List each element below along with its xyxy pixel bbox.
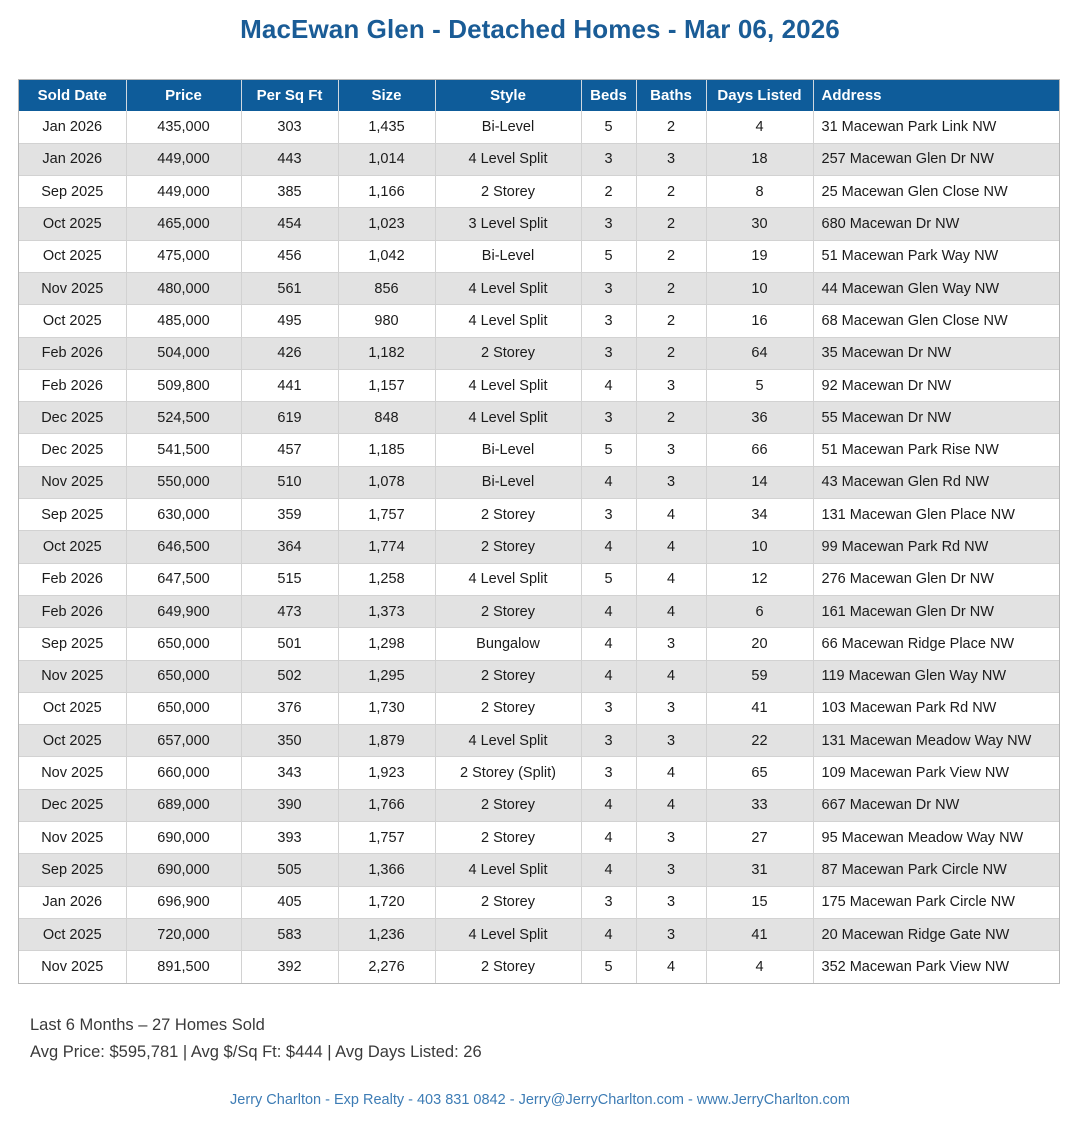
- cell-size: 1,720: [338, 886, 435, 918]
- table-row[interactable]: [19, 337, 1059, 369]
- cell-days-listed: 18: [706, 143, 813, 175]
- column-header-per-sq-ft[interactable]: Per Sq Ft: [241, 80, 338, 111]
- cell-size: 1,166: [338, 176, 435, 208]
- footer-contact: Jerry Charlton - Exp Realty - 403 831 0842 - Jerry@JerryCharlton.com - www.JerryCharlton.com: [230, 1092, 850, 1108]
- cell-address: 51 Macewan Park Rise NW: [813, 434, 1059, 466]
- cell-price: 660,000: [126, 757, 241, 789]
- table-row[interactable]: [19, 143, 1059, 175]
- cell-per-sq-ft: 443: [241, 143, 338, 175]
- table-row[interactable]: [19, 854, 1059, 886]
- cell-days-listed: 10: [706, 272, 813, 304]
- table-body: [19, 111, 1059, 983]
- cell-baths: 3: [636, 466, 706, 498]
- cell-baths: 4: [636, 951, 706, 983]
- cell-sold-date: Nov 2025: [19, 951, 126, 983]
- cell-per-sq-ft: 364: [241, 531, 338, 563]
- cell-address: 31 Macewan Park Link NW: [813, 111, 1059, 143]
- table-row[interactable]: [19, 595, 1059, 627]
- cell-size: 1,182: [338, 337, 435, 369]
- cell-baths: 2: [636, 176, 706, 208]
- cell-per-sq-ft: 376: [241, 692, 338, 724]
- cell-price: 690,000: [126, 854, 241, 886]
- cell-beds: 3: [581, 757, 636, 789]
- cell-beds: 5: [581, 240, 636, 272]
- cell-beds: 4: [581, 660, 636, 692]
- cell-days-listed: 64: [706, 337, 813, 369]
- cell-price: 550,000: [126, 466, 241, 498]
- cell-price: 891,500: [126, 951, 241, 983]
- cell-style: 2 Storey: [435, 499, 581, 531]
- cell-price: 690,000: [126, 822, 241, 854]
- table-row[interactable]: [19, 692, 1059, 724]
- table-row[interactable]: [19, 402, 1059, 434]
- summary-line-averages: Avg Price: $595,781 | Avg $/Sq Ft: $444 | Avg Days Listed: 26: [30, 1043, 482, 1061]
- cell-baths: 3: [636, 369, 706, 401]
- table-row[interactable]: [19, 176, 1059, 208]
- cell-per-sq-ft: 583: [241, 918, 338, 950]
- cell-beds: 3: [581, 692, 636, 724]
- cell-beds: 4: [581, 595, 636, 627]
- cell-per-sq-ft: 515: [241, 563, 338, 595]
- cell-address: 87 Macewan Park Circle NW: [813, 854, 1059, 886]
- cell-days-listed: 41: [706, 692, 813, 724]
- cell-style: 4 Level Split: [435, 725, 581, 757]
- sales-table-container: [18, 79, 1060, 984]
- cell-style: 4 Level Split: [435, 854, 581, 886]
- cell-style: 2 Storey: [435, 595, 581, 627]
- cell-style: 4 Level Split: [435, 143, 581, 175]
- cell-per-sq-ft: 392: [241, 951, 338, 983]
- cell-baths: 4: [636, 563, 706, 595]
- cell-beds: 3: [581, 402, 636, 434]
- table-row[interactable]: [19, 951, 1059, 983]
- cell-style: 2 Storey: [435, 951, 581, 983]
- cell-style: 4 Level Split: [435, 563, 581, 595]
- cell-per-sq-ft: 390: [241, 789, 338, 821]
- cell-price: 541,500: [126, 434, 241, 466]
- cell-address: 352 Macewan Park View NW: [813, 951, 1059, 983]
- cell-baths: 3: [636, 886, 706, 918]
- cell-size: 848: [338, 402, 435, 434]
- cell-size: 2,276: [338, 951, 435, 983]
- cell-size: 1,730: [338, 692, 435, 724]
- cell-days-listed: 8: [706, 176, 813, 208]
- cell-size: 1,298: [338, 628, 435, 660]
- cell-price: 630,000: [126, 499, 241, 531]
- cell-days-listed: 34: [706, 499, 813, 531]
- cell-per-sq-ft: 510: [241, 466, 338, 498]
- cell-sold-date: Sep 2025: [19, 499, 126, 531]
- cell-per-sq-ft: 350: [241, 725, 338, 757]
- cell-baths: 3: [636, 434, 706, 466]
- table-row[interactable]: [19, 757, 1059, 789]
- cell-style: 2 Storey: [435, 531, 581, 563]
- cell-per-sq-ft: 619: [241, 402, 338, 434]
- cell-sold-date: Dec 2025: [19, 402, 126, 434]
- cell-size: 1,373: [338, 595, 435, 627]
- cell-baths: 3: [636, 918, 706, 950]
- cell-sold-date: Oct 2025: [19, 692, 126, 724]
- cell-address: 51 Macewan Park Way NW: [813, 240, 1059, 272]
- cell-per-sq-ft: 454: [241, 208, 338, 240]
- cell-style: 4 Level Split: [435, 918, 581, 950]
- cell-price: 650,000: [126, 660, 241, 692]
- cell-address: 680 Macewan Dr NW: [813, 208, 1059, 240]
- cell-price: 689,000: [126, 789, 241, 821]
- cell-sold-date: Dec 2025: [19, 434, 126, 466]
- cell-address: 161 Macewan Glen Dr NW: [813, 595, 1059, 627]
- cell-baths: 3: [636, 725, 706, 757]
- cell-sold-date: Oct 2025: [19, 208, 126, 240]
- cell-style: Bi-Level: [435, 240, 581, 272]
- cell-beds: 4: [581, 854, 636, 886]
- cell-price: 485,000: [126, 305, 241, 337]
- cell-size: 1,258: [338, 563, 435, 595]
- cell-price: 720,000: [126, 918, 241, 950]
- cell-baths: 3: [636, 692, 706, 724]
- cell-size: 1,185: [338, 434, 435, 466]
- table-header: [19, 80, 1059, 111]
- cell-days-listed: 36: [706, 402, 813, 434]
- cell-size: 1,366: [338, 854, 435, 886]
- cell-days-listed: 4: [706, 951, 813, 983]
- cell-address: 175 Macewan Park Circle NW: [813, 886, 1059, 918]
- cell-beds: 3: [581, 305, 636, 337]
- cell-address: 131 Macewan Meadow Way NW: [813, 725, 1059, 757]
- cell-sold-date: Feb 2026: [19, 337, 126, 369]
- cell-baths: 2: [636, 272, 706, 304]
- column-header-style[interactable]: Style: [435, 80, 581, 111]
- cell-beds: 3: [581, 725, 636, 757]
- cell-address: 667 Macewan Dr NW: [813, 789, 1059, 821]
- cell-style: Bi-Level: [435, 111, 581, 143]
- cell-beds: 4: [581, 789, 636, 821]
- table-row[interactable]: [19, 628, 1059, 660]
- cell-per-sq-ft: 385: [241, 176, 338, 208]
- cell-style: Bungalow: [435, 628, 581, 660]
- cell-beds: 5: [581, 951, 636, 983]
- cell-price: 650,000: [126, 628, 241, 660]
- cell-size: 1,295: [338, 660, 435, 692]
- cell-address: 257 Macewan Glen Dr NW: [813, 143, 1059, 175]
- cell-sold-date: Oct 2025: [19, 918, 126, 950]
- table-row[interactable]: [19, 725, 1059, 757]
- cell-price: 449,000: [126, 143, 241, 175]
- table-row[interactable]: [19, 563, 1059, 595]
- cell-size: 1,014: [338, 143, 435, 175]
- cell-baths: 2: [636, 402, 706, 434]
- cell-size: 1,879: [338, 725, 435, 757]
- cell-days-listed: 20: [706, 628, 813, 660]
- cell-sold-date: Feb 2026: [19, 369, 126, 401]
- cell-days-listed: 10: [706, 531, 813, 563]
- cell-price: 465,000: [126, 208, 241, 240]
- cell-baths: 4: [636, 499, 706, 531]
- cell-per-sq-ft: 561: [241, 272, 338, 304]
- cell-size: 1,042: [338, 240, 435, 272]
- cell-size: 1,157: [338, 369, 435, 401]
- cell-style: 2 Storey: [435, 886, 581, 918]
- cell-style: 2 Storey: [435, 789, 581, 821]
- cell-address: 66 Macewan Ridge Place NW: [813, 628, 1059, 660]
- column-header-baths[interactable]: Baths: [636, 80, 706, 111]
- cell-sold-date: Nov 2025: [19, 757, 126, 789]
- cell-style: 4 Level Split: [435, 402, 581, 434]
- page-title: MacEwan Glen - Detached Homes - Mar 06, 2026: [240, 14, 840, 44]
- cell-sold-date: Nov 2025: [19, 272, 126, 304]
- cell-per-sq-ft: 473: [241, 595, 338, 627]
- cell-style: 2 Storey (Split): [435, 757, 581, 789]
- cell-baths: 2: [636, 111, 706, 143]
- cell-baths: 2: [636, 337, 706, 369]
- cell-per-sq-ft: 495: [241, 305, 338, 337]
- cell-beds: 5: [581, 434, 636, 466]
- column-header-price[interactable]: Price: [126, 80, 241, 111]
- cell-price: 524,500: [126, 402, 241, 434]
- cell-size: 1,023: [338, 208, 435, 240]
- cell-price: 649,900: [126, 595, 241, 627]
- cell-per-sq-ft: 343: [241, 757, 338, 789]
- table-row[interactable]: [19, 305, 1059, 337]
- cell-baths: 4: [636, 595, 706, 627]
- column-header-size[interactable]: Size: [338, 80, 435, 111]
- cell-per-sq-ft: 457: [241, 434, 338, 466]
- cell-beds: 4: [581, 369, 636, 401]
- cell-per-sq-ft: 393: [241, 822, 338, 854]
- cell-beds: 5: [581, 563, 636, 595]
- cell-style: 4 Level Split: [435, 369, 581, 401]
- cell-baths: 3: [636, 822, 706, 854]
- cell-beds: 3: [581, 886, 636, 918]
- column-header-address[interactable]: Address: [813, 80, 1059, 111]
- cell-baths: 3: [636, 143, 706, 175]
- cell-beds: 3: [581, 272, 636, 304]
- cell-sold-date: Sep 2025: [19, 854, 126, 886]
- cell-size: 1,766: [338, 789, 435, 821]
- cell-address: 119 Macewan Glen Way NW: [813, 660, 1059, 692]
- cell-style: 4 Level Split: [435, 272, 581, 304]
- table-row[interactable]: [19, 272, 1059, 304]
- cell-address: 20 Macewan Ridge Gate NW: [813, 918, 1059, 950]
- cell-per-sq-ft: 501: [241, 628, 338, 660]
- cell-sold-date: Oct 2025: [19, 531, 126, 563]
- cell-address: 43 Macewan Glen Rd NW: [813, 466, 1059, 498]
- cell-baths: 2: [636, 208, 706, 240]
- column-header-days-listed[interactable]: Days Listed: [706, 80, 813, 111]
- cell-price: 696,900: [126, 886, 241, 918]
- cell-days-listed: 27: [706, 822, 813, 854]
- cell-address: 92 Macewan Dr NW: [813, 369, 1059, 401]
- table-row[interactable]: [19, 111, 1059, 143]
- cell-days-listed: 65: [706, 757, 813, 789]
- table-row[interactable]: [19, 499, 1059, 531]
- cell-per-sq-ft: 303: [241, 111, 338, 143]
- cell-address: 109 Macewan Park View NW: [813, 757, 1059, 789]
- cell-baths: 2: [636, 305, 706, 337]
- cell-size: 1,236: [338, 918, 435, 950]
- table-row[interactable]: [19, 660, 1059, 692]
- cell-address: 95 Macewan Meadow Way NW: [813, 822, 1059, 854]
- cell-style: Bi-Level: [435, 466, 581, 498]
- cell-sold-date: Sep 2025: [19, 628, 126, 660]
- table-row[interactable]: [19, 434, 1059, 466]
- cell-price: 449,000: [126, 176, 241, 208]
- cell-per-sq-ft: 426: [241, 337, 338, 369]
- summary-line-count: Last 6 Months – 27 Homes Sold: [30, 1016, 265, 1034]
- table-row[interactable]: [19, 369, 1059, 401]
- cell-style: 2 Storey: [435, 176, 581, 208]
- cell-beds: 2: [581, 176, 636, 208]
- cell-address: 35 Macewan Dr NW: [813, 337, 1059, 369]
- cell-beds: 3: [581, 208, 636, 240]
- cell-address: 103 Macewan Park Rd NW: [813, 692, 1059, 724]
- cell-sold-date: Nov 2025: [19, 466, 126, 498]
- column-header-beds[interactable]: Beds: [581, 80, 636, 111]
- cell-style: 4 Level Split: [435, 305, 581, 337]
- table-row[interactable]: [19, 531, 1059, 563]
- column-header-sold-date[interactable]: Sold Date: [19, 80, 126, 111]
- cell-address: 276 Macewan Glen Dr NW: [813, 563, 1059, 595]
- cell-days-listed: 66: [706, 434, 813, 466]
- cell-beds: 4: [581, 531, 636, 563]
- table-row[interactable]: [19, 208, 1059, 240]
- cell-price: 509,800: [126, 369, 241, 401]
- cell-baths: 4: [636, 789, 706, 821]
- cell-size: 1,078: [338, 466, 435, 498]
- cell-sold-date: Jan 2026: [19, 886, 126, 918]
- cell-beds: 3: [581, 499, 636, 531]
- cell-sold-date: Sep 2025: [19, 176, 126, 208]
- cell-size: 1,923: [338, 757, 435, 789]
- cell-address: 44 Macewan Glen Way NW: [813, 272, 1059, 304]
- cell-address: 25 Macewan Glen Close NW: [813, 176, 1059, 208]
- cell-days-listed: 31: [706, 854, 813, 886]
- cell-days-listed: 22: [706, 725, 813, 757]
- cell-beds: 3: [581, 143, 636, 175]
- cell-baths: 2: [636, 240, 706, 272]
- cell-style: 2 Storey: [435, 660, 581, 692]
- cell-sold-date: Feb 2026: [19, 595, 126, 627]
- cell-baths: 3: [636, 854, 706, 886]
- cell-days-listed: 5: [706, 369, 813, 401]
- cell-baths: 4: [636, 531, 706, 563]
- cell-days-listed: 33: [706, 789, 813, 821]
- cell-price: 475,000: [126, 240, 241, 272]
- cell-days-listed: 30: [706, 208, 813, 240]
- cell-sold-date: Oct 2025: [19, 240, 126, 272]
- cell-style: Bi-Level: [435, 434, 581, 466]
- cell-beds: 4: [581, 628, 636, 660]
- summary-block: [30, 1012, 482, 1066]
- table-row[interactable]: [19, 789, 1059, 821]
- cell-days-listed: 15: [706, 886, 813, 918]
- cell-sold-date: Jan 2026: [19, 143, 126, 175]
- cell-beds: 3: [581, 337, 636, 369]
- table-header-row: [19, 80, 1059, 111]
- cell-address: 99 Macewan Park Rd NW: [813, 531, 1059, 563]
- cell-days-listed: 16: [706, 305, 813, 337]
- cell-size: 1,757: [338, 822, 435, 854]
- cell-beds: 4: [581, 466, 636, 498]
- cell-days-listed: 41: [706, 918, 813, 950]
- cell-sold-date: Oct 2025: [19, 305, 126, 337]
- cell-per-sq-ft: 505: [241, 854, 338, 886]
- cell-price: 646,500: [126, 531, 241, 563]
- cell-size: 1,774: [338, 531, 435, 563]
- cell-style: 2 Storey: [435, 822, 581, 854]
- cell-sold-date: Oct 2025: [19, 725, 126, 757]
- cell-sold-date: Jan 2026: [19, 111, 126, 143]
- table-row[interactable]: [19, 822, 1059, 854]
- cell-sold-date: Nov 2025: [19, 822, 126, 854]
- cell-price: 657,000: [126, 725, 241, 757]
- cell-address: 68 Macewan Glen Close NW: [813, 305, 1059, 337]
- cell-days-listed: 59: [706, 660, 813, 692]
- cell-price: 435,000: [126, 111, 241, 143]
- cell-baths: 4: [636, 660, 706, 692]
- cell-baths: 3: [636, 628, 706, 660]
- cell-days-listed: 19: [706, 240, 813, 272]
- cell-per-sq-ft: 359: [241, 499, 338, 531]
- cell-address: 55 Macewan Dr NW: [813, 402, 1059, 434]
- cell-days-listed: 4: [706, 111, 813, 143]
- table-row[interactable]: [19, 886, 1059, 918]
- cell-beds: 4: [581, 918, 636, 950]
- cell-beds: 4: [581, 822, 636, 854]
- cell-price: 647,500: [126, 563, 241, 595]
- cell-beds: 5: [581, 111, 636, 143]
- table-row[interactable]: [19, 918, 1059, 950]
- cell-price: 650,000: [126, 692, 241, 724]
- cell-days-listed: 12: [706, 563, 813, 595]
- cell-style: 2 Storey: [435, 692, 581, 724]
- cell-sold-date: Dec 2025: [19, 789, 126, 821]
- cell-baths: 4: [636, 757, 706, 789]
- cell-address: 131 Macewan Glen Place NW: [813, 499, 1059, 531]
- cell-style: 2 Storey: [435, 337, 581, 369]
- cell-size: 1,757: [338, 499, 435, 531]
- cell-size: 856: [338, 272, 435, 304]
- cell-size: 980: [338, 305, 435, 337]
- cell-days-listed: 6: [706, 595, 813, 627]
- cell-style: 3 Level Split: [435, 208, 581, 240]
- cell-per-sq-ft: 405: [241, 886, 338, 918]
- cell-per-sq-ft: 502: [241, 660, 338, 692]
- cell-sold-date: Feb 2026: [19, 563, 126, 595]
- cell-price: 480,000: [126, 272, 241, 304]
- cell-per-sq-ft: 441: [241, 369, 338, 401]
- sales-table: [19, 80, 1059, 983]
- cell-sold-date: Nov 2025: [19, 660, 126, 692]
- cell-size: 1,435: [338, 111, 435, 143]
- table-row[interactable]: [19, 240, 1059, 272]
- cell-price: 504,000: [126, 337, 241, 369]
- cell-days-listed: 14: [706, 466, 813, 498]
- cell-per-sq-ft: 456: [241, 240, 338, 272]
- table-row[interactable]: [19, 466, 1059, 498]
